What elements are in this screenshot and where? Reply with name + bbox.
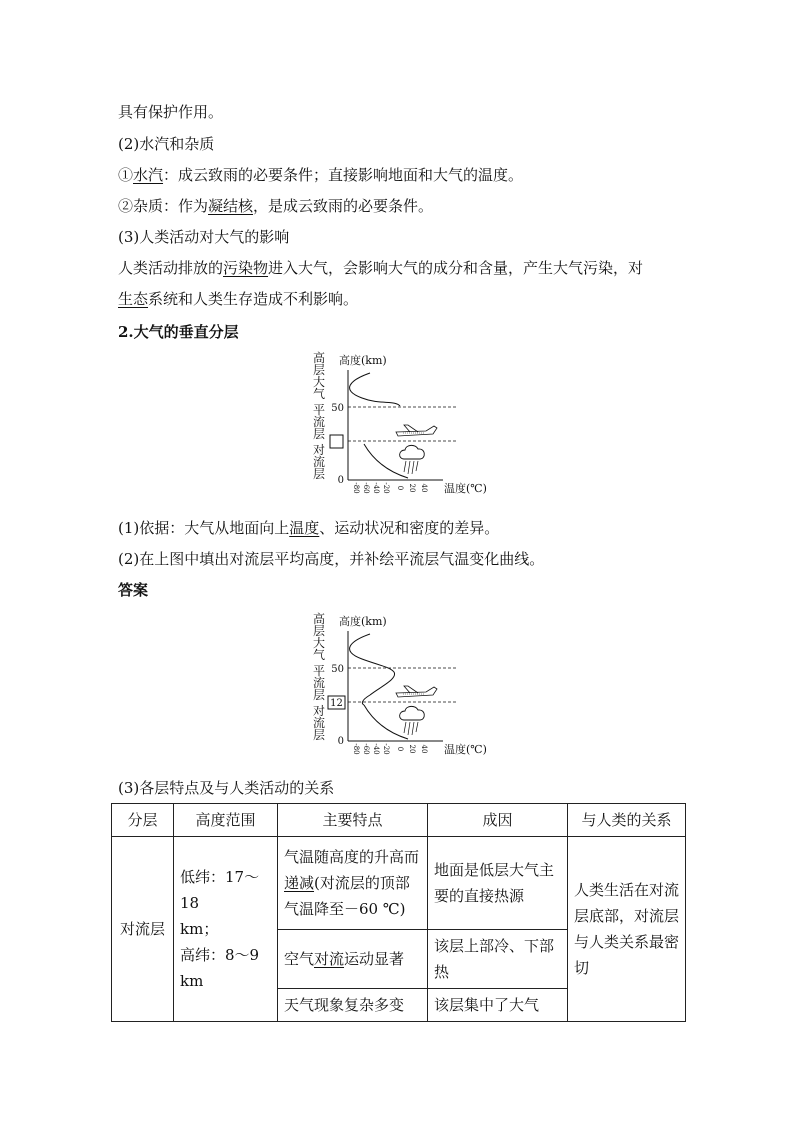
table-header-row (112, 804, 686, 837)
header-main-features: 主要特点 (278, 804, 428, 837)
term-water-vapor: 水汽 (133, 166, 164, 184)
tick-0: 0 (337, 475, 344, 486)
cell-layer-name: 对流层 (112, 837, 174, 1022)
answer-blank-box (330, 435, 343, 448)
impurity-prefix: ②杂质：作为 (118, 197, 209, 215)
layer-diagram-question (300, 348, 490, 498)
label-stratosphere-1: 平 (312, 403, 326, 417)
para-human-1 (118, 258, 643, 278)
impurity-text: ，是成云致雨的必要条件。 (253, 197, 434, 215)
header-layer: 分层 (112, 804, 174, 837)
term-pollutant: 污染物 (223, 259, 269, 277)
x-tick-0: 0 (396, 485, 404, 491)
table-row (112, 837, 686, 930)
ans-atmosphere-curve (350, 634, 395, 705)
term-ecology: 生态 (118, 290, 149, 308)
feature-2-a: 空气 (284, 950, 315, 968)
label-troposphere-3: 层 (312, 467, 326, 481)
human-text-2: 系统和人类生存造成不利影响。 (148, 290, 359, 308)
y-axis-label: 高度(km) (339, 354, 387, 367)
para-water-vapor (118, 165, 523, 185)
cell-cause-1: 地面是低层大气主要的直接热源 (428, 837, 568, 930)
cell-feature-1 (278, 837, 428, 930)
cell-feature-2 (278, 930, 428, 989)
basis-text: 、运动状况和密度的差异。 (319, 519, 500, 537)
ans-airplane-icon (396, 686, 437, 697)
ans-x-tick-neg60: -60 (362, 743, 370, 755)
para-protection: 具有保护作用。 (118, 103, 224, 121)
para-basis (118, 518, 499, 538)
ans-rain-cloud-icon (400, 706, 425, 735)
cell-feature-3: 天气现象复杂多变 (278, 989, 428, 1022)
layer-features-table (111, 803, 686, 1022)
ans-x-tick-40: 40 (420, 744, 428, 754)
label-troposphere-1: 对 (312, 443, 326, 457)
label-stratosphere-2: 流 (312, 415, 326, 429)
term-decrease: 递减 (284, 874, 315, 892)
label-stratosphere-3: 层 (312, 427, 326, 441)
human-prefix: 人类活动排放的 (118, 259, 224, 277)
cell-cause-2: 该层上部冷、下部热 (428, 930, 568, 989)
header-cause: 成因 (428, 804, 568, 837)
cell-human-relation: 人类生活在对流层底部，对流层与人类关系最密切 (568, 837, 686, 1022)
x-tick-neg40: -40 (372, 482, 380, 494)
ans-label-high-2: 层 (312, 624, 326, 638)
ans-label-strat-1: 平 (312, 664, 326, 678)
cell-cause-3: 该层集中了大气 (428, 989, 568, 1022)
feature-2-b: 运动显著 (344, 950, 405, 968)
ans-label-trop-2: 流 (312, 716, 326, 730)
x-axis-label: 温度(℃) (444, 482, 487, 495)
ans-label-high-4: 气 (312, 648, 326, 662)
ans-label-high-1: 高 (312, 612, 326, 626)
para-impurity (118, 196, 433, 216)
x-tick-20: 20 (408, 483, 416, 493)
ans-label-strat-2: 流 (312, 676, 326, 690)
water-vapor-text: ：成云致雨的必要条件；直接影响地面和大气的温度。 (163, 166, 524, 184)
ans-tick-50: 50 (331, 664, 344, 675)
ans-y-axis-label: 高度(km) (339, 615, 387, 628)
height-line-4: km (180, 972, 204, 990)
tick-50: 50 (331, 403, 344, 414)
height-line-3: 高纬：8～9 (180, 946, 260, 964)
layer-diagram-answer (300, 609, 490, 759)
ans-label-high-3: 大 (312, 636, 326, 650)
section-vertical-layers: 2.大气的垂直分层 (118, 323, 239, 341)
term-condensation-nuclei: 凝结核 (208, 197, 254, 215)
x-tick-labels (352, 482, 428, 493)
heading-water-impurity: (2)水汽和杂质 (118, 135, 215, 153)
ans-label-trop-3: 层 (312, 728, 326, 742)
feature-1-a: 气温随高度的升高而 (284, 848, 420, 866)
troposphere-curve (364, 444, 408, 478)
cell-height-range (174, 837, 278, 1022)
layer-labels (313, 350, 325, 481)
para-task: (2)在上图中填出对流层平均高度，并补绘平流层气温变化曲线。 (118, 550, 545, 568)
ans-tick-0: 0 (337, 736, 344, 747)
ans-x-tick-20: 20 (408, 744, 416, 754)
x-tick-neg60: -60 (362, 482, 370, 494)
label-high-atmosphere-3: 大 (312, 375, 326, 389)
ans-x-tick-0: 0 (396, 746, 404, 752)
height-line-1: 低纬：17～18 (180, 868, 260, 912)
basis-prefix: (1)依据：大气从地面向上 (118, 519, 290, 537)
para-human-2 (118, 289, 358, 309)
x-tick-40: 40 (420, 483, 428, 493)
header-human-relation: 与人类的关系 (568, 804, 686, 837)
rain-cloud-icon (400, 445, 425, 474)
ans-x-tick-neg80: -80 (352, 743, 360, 755)
ans-troposphere-curve (364, 705, 408, 739)
term-convection: 对流 (314, 950, 345, 968)
ans-x-tick-neg40: -40 (372, 743, 380, 755)
feature-1-b: (对流层的顶部气温降至－60 ℃) (284, 874, 410, 918)
airplane-icon (396, 425, 437, 436)
answer-box-value: 12 (330, 698, 343, 709)
human-text-1: 进入大气，会影响大气的成分和含量，产生大气污染，对 (268, 259, 644, 277)
heading-layer-features: (3)各层特点及与人类活动的关系 (118, 779, 335, 797)
x-tick-neg80: -80 (352, 482, 360, 494)
answer-label: 答案 (118, 581, 149, 599)
ans-x-tick-neg20: -20 (382, 743, 390, 755)
height-line-2: km； (180, 920, 219, 938)
marker-1: ① (118, 166, 134, 184)
heading-human-impact: (3)人类活动对大气的影响 (118, 228, 290, 246)
label-high-atmosphere-4: 气 (312, 387, 326, 401)
x-tick-neg20: -20 (382, 482, 390, 494)
ans-x-axis-label: 温度(℃) (444, 743, 487, 756)
ans-x-tick-labels (352, 743, 428, 754)
term-temperature: 温度 (289, 519, 320, 537)
high-atmosphere-curve (350, 373, 400, 406)
ans-label-trop-1: 对 (312, 704, 326, 718)
header-height-range: 高度范围 (174, 804, 278, 837)
answer-layer-labels (313, 611, 325, 742)
label-troposphere-2: 流 (312, 455, 326, 469)
label-high-atmosphere-2: 层 (312, 363, 326, 377)
ans-label-strat-3: 层 (312, 688, 326, 702)
label-high-atmosphere-1: 高 (312, 351, 326, 365)
